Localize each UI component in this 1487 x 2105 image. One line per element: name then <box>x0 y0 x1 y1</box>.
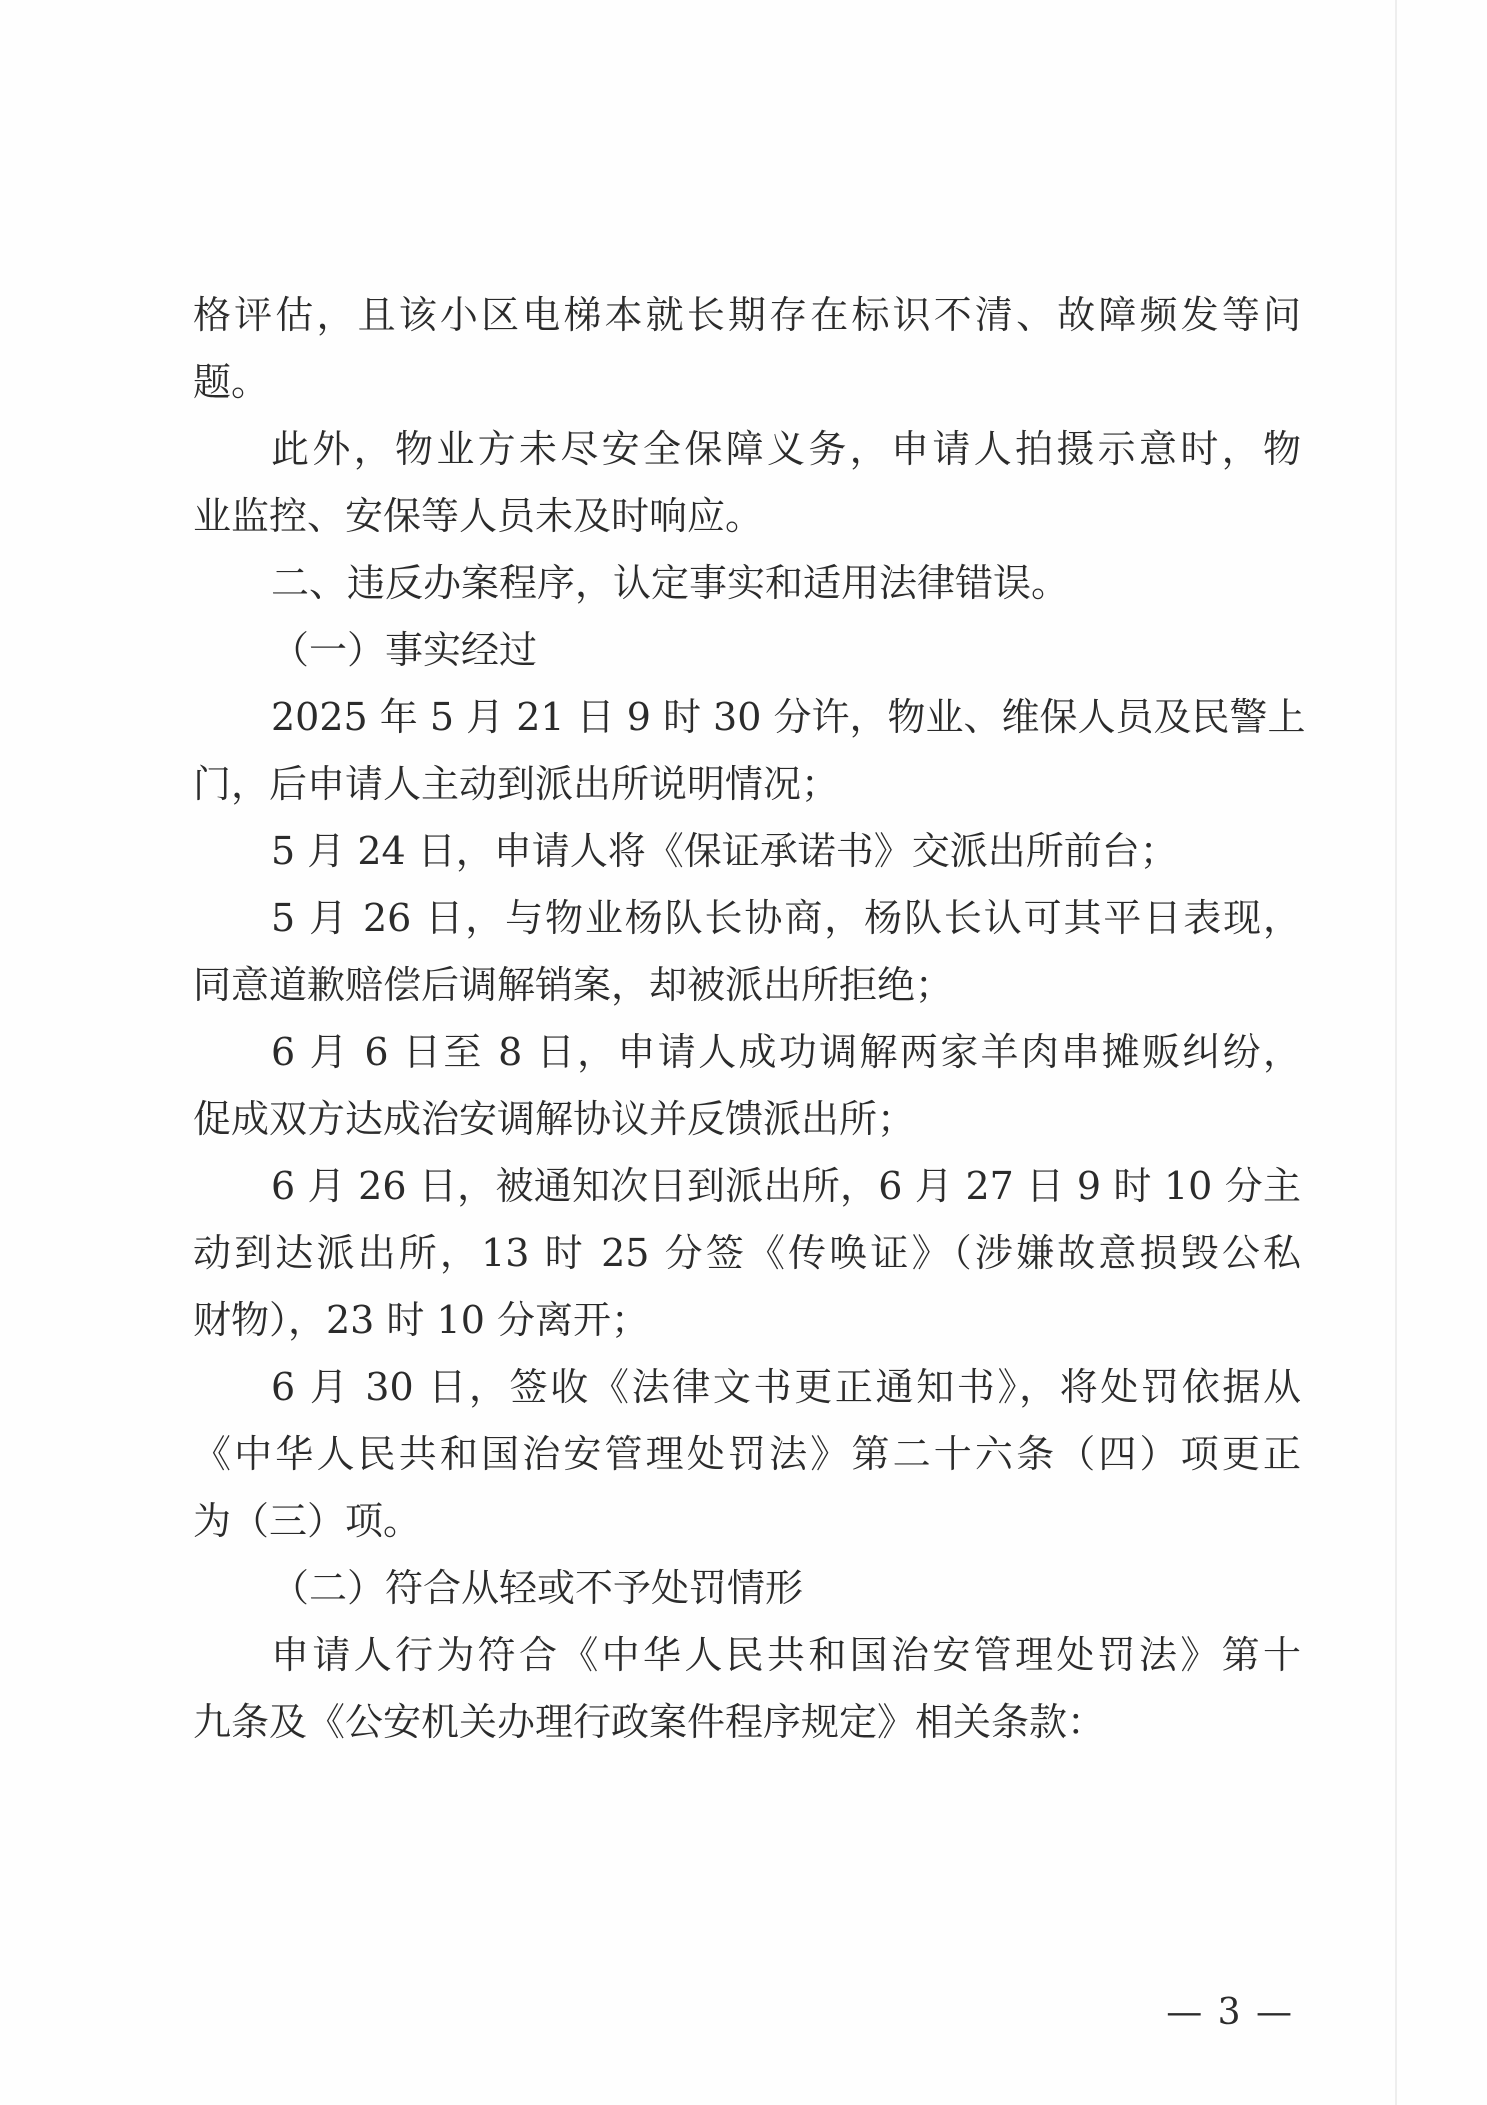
text-line: 财物），23 时 10 分离开； <box>193 1298 649 1342</box>
text-line: 动到达派出所，13 时 25 分签《传唤证》（涉嫌故意损毁公私 <box>193 1231 1301 1275</box>
text-line: 二、违反办案程序，认定事实和适用法律错误。 <box>271 561 1070 605</box>
text-line: （一）事实经过 <box>271 628 538 672</box>
text-line: 格评估，且该小区电梯本就长期存在标识不清、故障频发等问 <box>193 293 1301 337</box>
text-line: 门，后申请人主动到派出所说明情况； <box>193 762 840 806</box>
text-line: 申请人行为符合《中华人民共和国治安管理处罚法》第十 <box>271 1633 1301 1677</box>
document-body <box>193 282 1306 1756</box>
text-line: 九条及《公安机关办理行政案件程序规定》相关条款： <box>193 1700 1106 1744</box>
text-line: 业监控、安保等人员未及时响应。 <box>193 494 764 538</box>
page-number: — 3 — <box>1166 1992 1294 2033</box>
text-line: 6 月 30 日，签收《法律文书更正通知书》，将处罚依据从 <box>271 1365 1301 1409</box>
text-line: 为（三）项。 <box>193 1499 422 1543</box>
text-line: 同意道歉赔偿后调解销案，却被派出所拒绝； <box>193 963 954 1007</box>
text-line: 6 月 6 日至 8 日，申请人成功调解两家羊肉串摊贩纠纷， <box>271 1030 1301 1074</box>
text-line: 6 月 26 日，被通知次日到派出所，6 月 27 日 9 时 10 分主 <box>271 1164 1301 1208</box>
text-line: 题。 <box>193 360 270 404</box>
text-line: 2025 年 5 月 21 日 9 时 30 分许，物业、维保人员及民警上 <box>271 695 1306 739</box>
text-line: 5 月 24 日，申请人将《保证承诺书》交派出所前台； <box>271 829 1178 873</box>
scan-edge <box>1395 0 1397 2105</box>
text-line: 此外，物业方未尽安全保障义务，申请人拍摄示意时，物 <box>271 427 1301 471</box>
text-line: 5 月 26 日，与物业杨队长协商，杨队长认可其平日表现， <box>271 896 1301 940</box>
text-line: （二）符合从轻或不予处罚情形 <box>271 1566 804 1610</box>
text-line: 促成双方达成治安调解协议并反馈派出所； <box>193 1097 916 1141</box>
text-line: 《中华人民共和国治安管理处罚法》第二十六条（四）项更正 <box>193 1432 1301 1476</box>
